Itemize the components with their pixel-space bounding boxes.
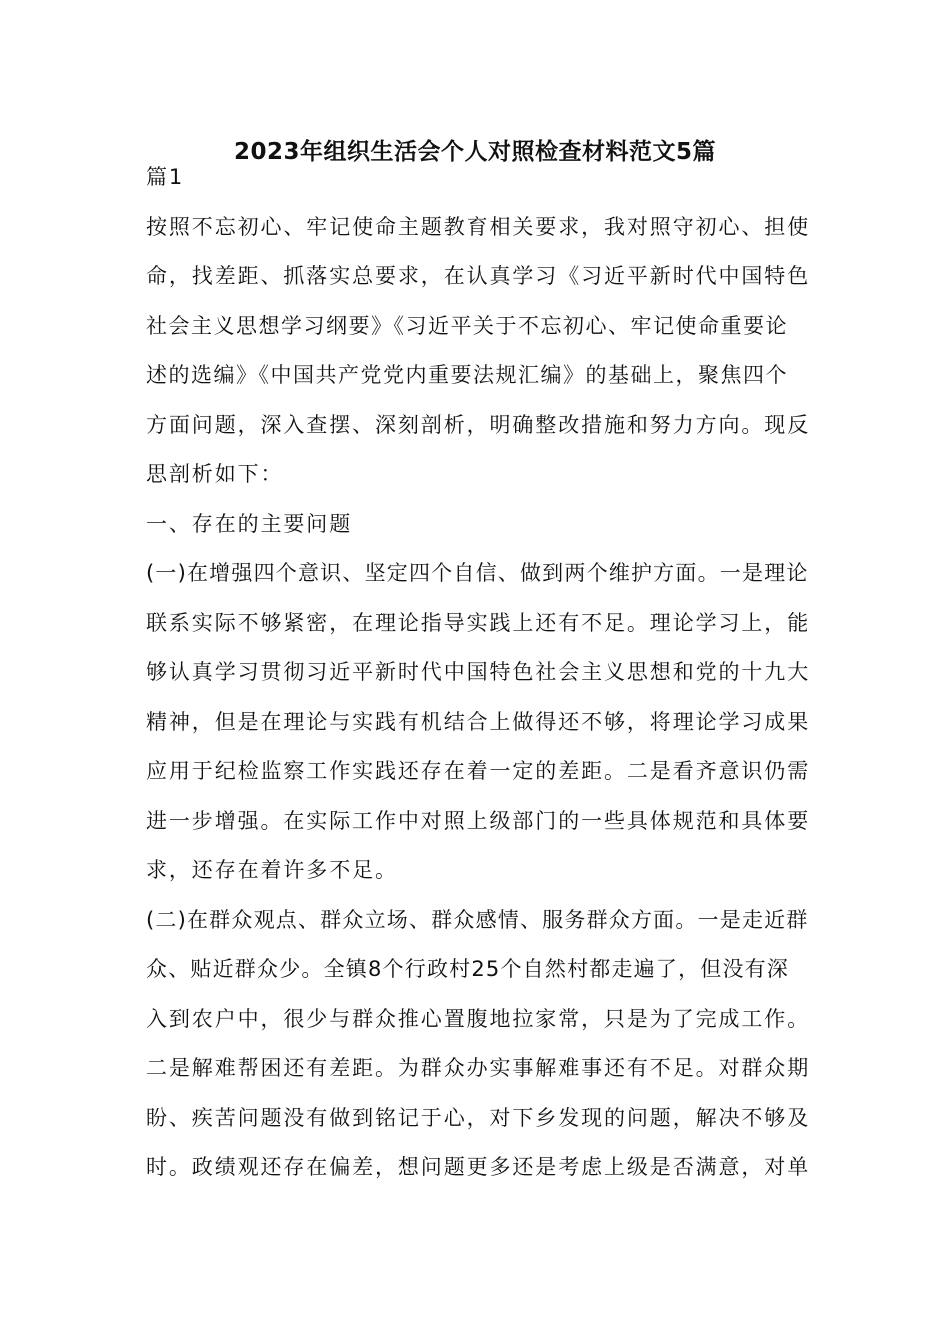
section-label: 篇1 [146,165,185,189]
paragraph-line: 够认真学习贯彻习近平新时代中国特色社会主义思想和党的十九大 [146,660,811,684]
paragraph-line: 求，还存在着许多不足。 [146,858,398,882]
paragraph-line: 思剖析如下： [146,462,284,486]
paragraph-line: 盼、疾苦问题没有做到铭记于心，对下乡发现的问题，解决不够及 [146,1105,811,1130]
paragraph-line: (一)在增强四个意识、坚定四个自信、做到两个维护方面。一是理论 [146,561,809,585]
paragraph-line: 命，找差距、抓落实总要求，在认真学习《习近平新时代中国特色 [146,264,811,288]
paragraph-line: 应用于纪检监察工作实践还存在着一定的差距。二是看齐意识仍需 [146,759,811,783]
section-heading: 一、存在的主要问题 [146,511,353,536]
paragraph-line: 二是解难帮困还有差距。为群众办实事解难事还有不足。对群众期 [146,1056,811,1080]
paragraph-line: 按照不忘初心、牢记使命主题教育相关要求，我对照守初心、担使 [146,214,811,239]
paragraph-line: 方面问题，深入查摆、深刻剖析，明确整改措施和努力方向。现反 [146,412,811,437]
paragraph-line: (二)在群众观点、群众立场、群众感情、服务群众方面。一是走近群 [146,907,809,932]
document-title: 2023年组织生活会个人对照检查材料范文5篇 [233,139,717,165]
paragraph-line: 时。政绩观还存在偏差，想问题更多还是考虑上级是否满意，对单 [146,1155,811,1179]
paragraph-line: 精神，但是在理论与实践有机结合上做得还不够，将理论学习成果 [146,709,811,734]
paragraph-line: 众、贴近群众少。全镇8个行政村25个自然村都走遍了，但没有深 [146,957,790,981]
paragraph-line: 联系实际不够紧密，在理论指导实践上还有不足。理论学习上，能 [146,610,811,635]
paragraph-line: 社会主义思想学习纲要》《习近平关于不忘初心、牢记使命重要论 [146,313,788,338]
paragraph-line: 入到农户中，很少与群众推心置腹地拉家常，只是为了完成工作。 [146,1006,811,1031]
document-body [146,153,811,1193]
paragraph-line: 进一步增强。在实际工作中对照上级部门的一些具体规范和具体要 [146,808,811,833]
paragraph-line: 述的选编》《中国共产党党内重要法规汇编》的基础上，聚焦四个 [146,363,788,387]
